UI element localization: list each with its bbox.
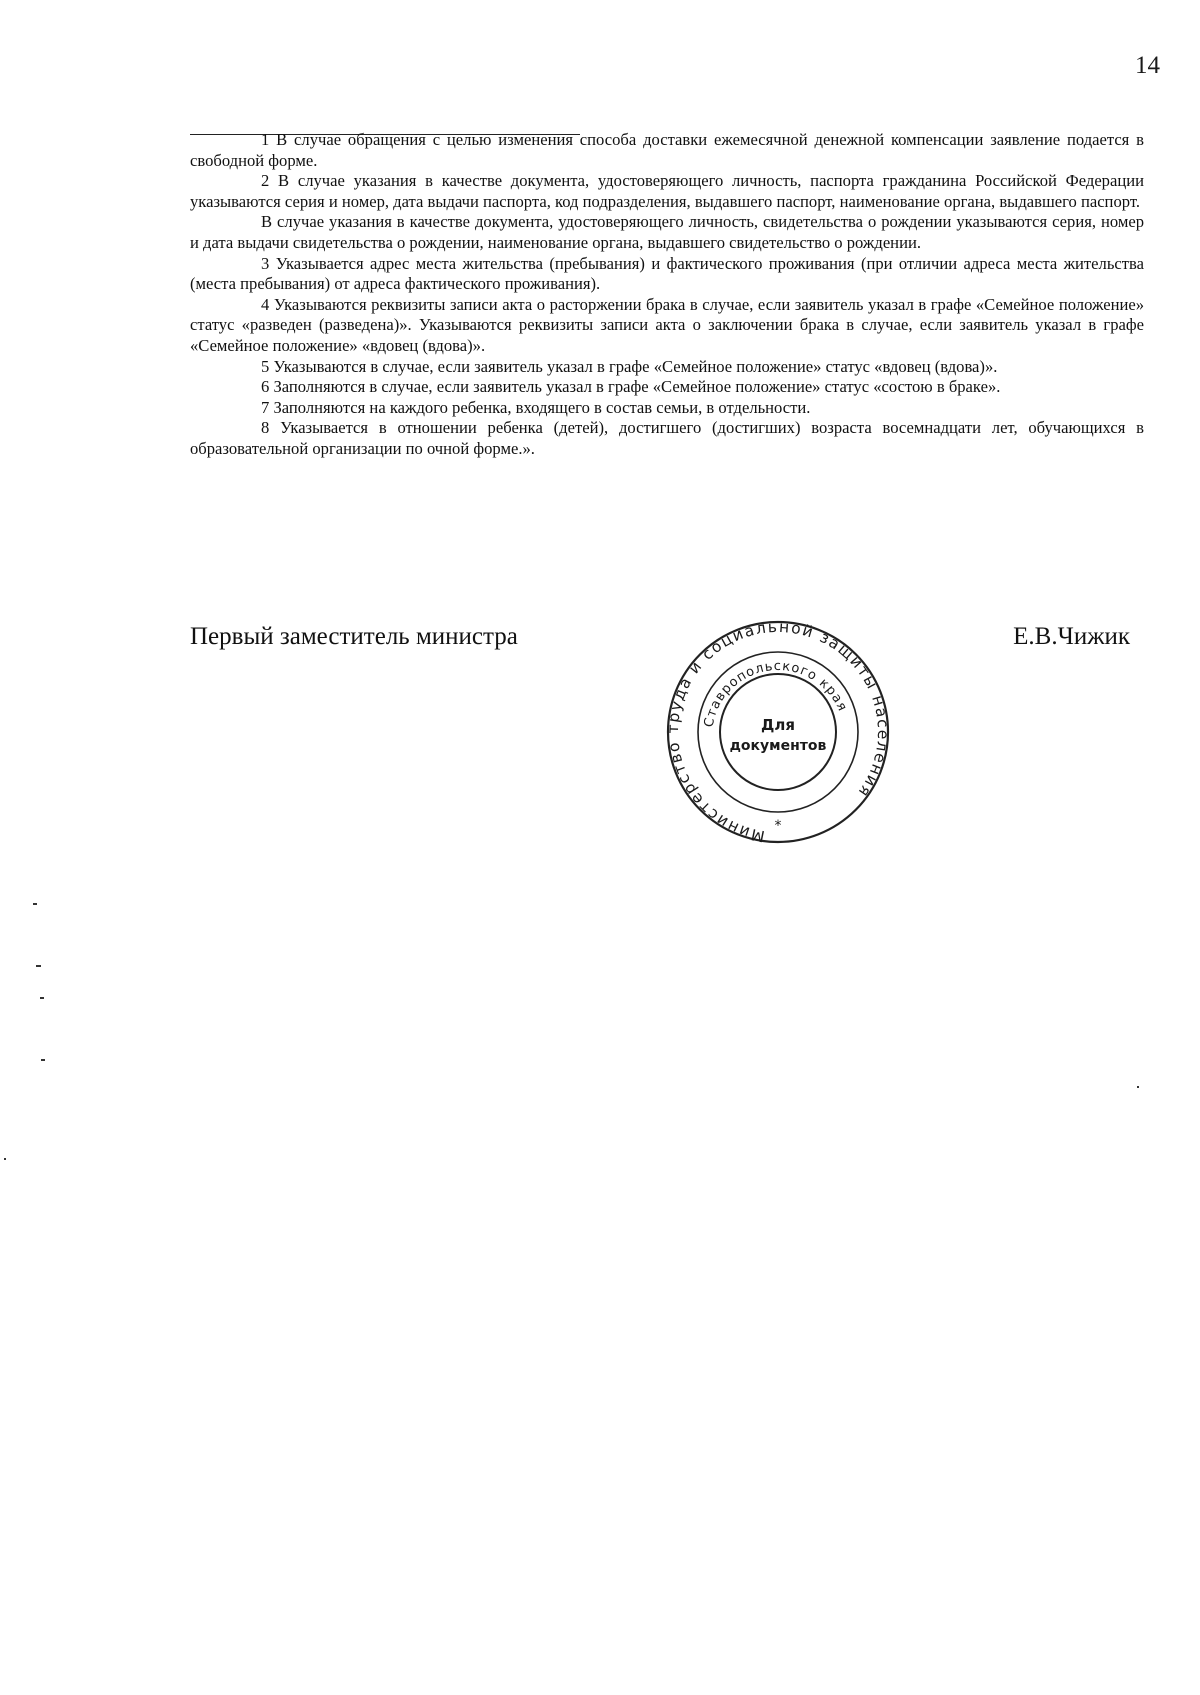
scan-speck bbox=[41, 1059, 45, 1061]
seal-inner-text: Ставропольского края bbox=[701, 658, 850, 729]
scan-speck bbox=[40, 997, 44, 999]
signer-title: Первый заместитель министра bbox=[190, 623, 518, 650]
scan-speck bbox=[4, 1158, 6, 1160]
seal-center-line-1: Для bbox=[761, 716, 795, 734]
page-number: 14 bbox=[1135, 52, 1160, 79]
scan-speck bbox=[36, 965, 41, 967]
footnotes bbox=[190, 130, 1144, 460]
footnote-3: 3 Указывается адрес места жительства (пребывания) и фактического проживания (при отличии адреса места жительства (места пребывания) от адреса фактического проживания). bbox=[190, 253, 1144, 294]
signer-name: Е.В.Чижик bbox=[1013, 623, 1130, 650]
official-seal bbox=[664, 618, 892, 846]
scan-speck bbox=[1137, 1086, 1139, 1088]
footnote-1: 1 В случае обращения с целью изменения способа доставки ежемесячной денежной компенсации заявление подается в свободной форме. bbox=[190, 130, 1144, 170]
seal-outer-text: Министерство труда и социальной защиты населения bbox=[664, 618, 892, 846]
footnote-2: 2 В случае указания в качестве документа, удостоверяющего личность, паспорта гражданина Российской Федерации указываются серия и номер, дата выдачи паспорта, код подразделения, выдавшего паспорт, наименование органа, выдавшего паспорт. bbox=[190, 171, 1144, 211]
seal-star: * bbox=[774, 818, 782, 834]
seal-center-line-2: документов bbox=[729, 738, 827, 754]
footnote-7: 7 Заполняются на каждого ребенка, входящего в состав семьи, в отдельности. bbox=[261, 397, 811, 417]
footnote-4: 4 Указываются реквизиты записи акта о расторжении брака в случае, если заявитель указал в графе «Семейное положение» статус «разведен (разведена)». Указываются реквизиты записи акта о заключении брака в случае, если заявитель указал в графе «Семейное положение» «вдовец (вдова)». bbox=[190, 294, 1144, 355]
scan-speck bbox=[33, 903, 37, 905]
footnote-5: 5 Указываются в случае, если заявитель указал в графе «Семейное положение» статус «вдовец (вдова)». bbox=[261, 356, 998, 376]
footnote-2-continuation: В случае указания в качестве документа, удостоверяющего личность, свидетельства о рождении указываются серия, номер и дата выдачи свидетельства о рождении, наименование органа, выдавшего свидетельство о рождении. bbox=[190, 212, 1144, 252]
footnote-8: 8 Указывается в отношении ребенка (детей), достигшего (достигших) возраста восемнадцати лет, обучающихся в образовательной организации по очной форме.». bbox=[190, 418, 1144, 458]
footnote-6: 6 Заполняются в случае, если заявитель указал в графе «Семейное положение» статус «состою в браке». bbox=[261, 377, 1001, 397]
